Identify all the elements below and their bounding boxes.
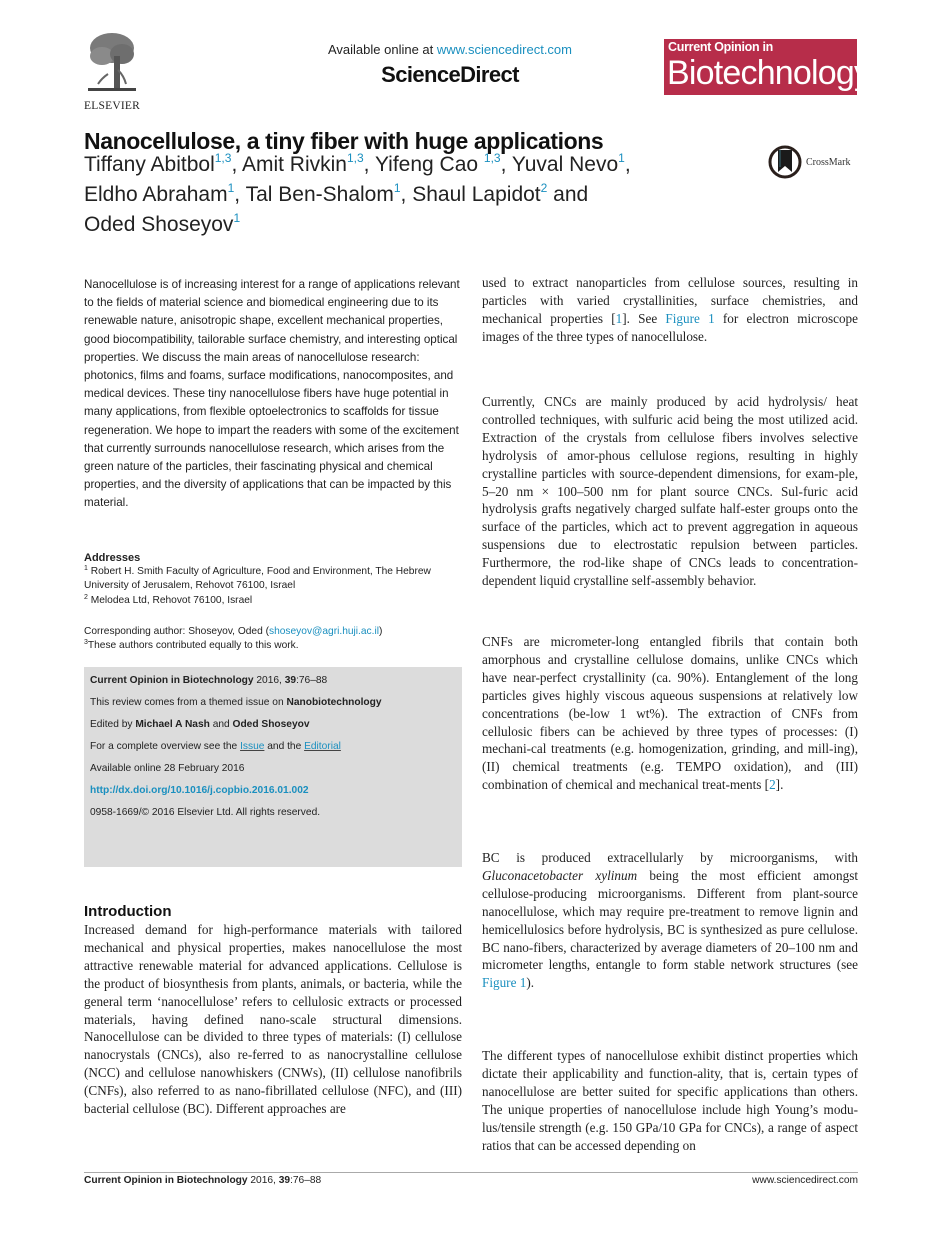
available-online-date: Available online 28 February 2016 bbox=[90, 763, 245, 774]
editorial-link[interactable]: Editorial bbox=[304, 741, 341, 752]
body-paragraph: CNFs are micrometer-long entangled fibrils that contain both amorphous and crystalline cellulose domains, unlike CNCs which have near-perfect crystallinity (ca. 90%). Entanglement of the long particles gives highly viscous aqueous suspensions at relatively low concentrations (be-low 1 wt%). The extraction of CNFs from cellulosic fibers can be achieved by three types of processes: (I) mechani-cal treatments (e.g. homogenization, grinding, and mill-ing), (II) chemical treatments (e.g. TEMPO oxidation), and (III) combination of chemical and mechanical treat-ments [2]. bbox=[482, 634, 858, 793]
elsevier-wordmark: ELSEVIER bbox=[84, 100, 140, 112]
abstract: Nanocellulose is of increasing interest for a range of applications relevant to the fields of material science and biomedical engineering due to its renewable nature, anisotropic shape, excellent mechanical properties, good biocompatibility, tailorable surface chemistry, and interesting optical properties. We discuss the main areas of nanocellulose research: photonics, films and foams, surface modifications, nanocomposites, and medical devices. These tiny nanocellulose fibers have huge potential in many applications, from flexible optoelectronics to scaffolds for tissue regeneration. We hope to impart the readers with some of the excitement that currently surrounds nanocellulose research, which arises from the green nature of the particles, their fascinating physical and chemical properties, and the diversity of applications that can be impacted by this material. bbox=[84, 278, 460, 510]
overview-line: For a complete overview see the Issue and the Editorial bbox=[90, 741, 341, 752]
author[interactable]: Tal Ben-Shalom$^1$ bbox=[245, 181, 401, 206]
corresponding-author: Corresponding author: Shoseyov, Oded (shoseyov@agri.huji.ac.il) bbox=[84, 626, 383, 637]
reference-link[interactable]: 2 bbox=[769, 777, 776, 793]
crossmark-label: CrossMark bbox=[806, 156, 851, 168]
author-email-link[interactable]: shoseyov@agri.huji.ac.il bbox=[269, 626, 380, 637]
addresses-heading: Addresses bbox=[84, 552, 141, 564]
issue-link[interactable]: Issue bbox=[240, 741, 265, 752]
author[interactable]: Oded Shoseyov$^1$ bbox=[84, 211, 241, 236]
available-online-line bbox=[240, 42, 660, 57]
footer-citation: Current Opinion in Biotechnology 2016, 39:76–88 bbox=[84, 1175, 322, 1186]
author-affiliation[interactable]: 1 bbox=[618, 151, 625, 165]
author[interactable]: Tiffany Abitbol$^{1,3}$ bbox=[84, 151, 232, 176]
author[interactable]: Shaul Lapidot$^2$ bbox=[412, 181, 548, 206]
author-affiliation[interactable]: 1,3 bbox=[483, 151, 501, 165]
journal-badge-small: Current Opinion in bbox=[668, 40, 774, 54]
correspondence bbox=[84, 625, 464, 653]
reference-link[interactable]: 1 bbox=[615, 310, 623, 326]
introduction-heading: Introduction bbox=[84, 903, 172, 920]
address-item: $^2$ Melodea Ltd, Rehovot 76100, Israel bbox=[84, 593, 253, 606]
body-paragraph: BC is produced extracellularly by microorganisms, with Gluconacetobacter xylinum being the most efficient amongst cellulose-producing microorganisms. Different from plant-source nanocellulose, which may require pre-treatment to remove lignin and hemicellulosics before hydrolysis, BC is synthesized as pure cellulose. BC nano-fibers, characterized by average diameters of 20–100 nm and micrometer lengths, entangle to form stable network structures (see Figure 1). bbox=[482, 850, 858, 991]
article-title: Nanocellulose, a tiny fiber with huge applications bbox=[84, 128, 604, 154]
doi-link[interactable]: http://dx.doi.org/10.1016/j.copbio.2016.01.002 bbox=[90, 785, 309, 796]
crossmark-icon bbox=[768, 145, 802, 179]
editors-line: Edited by Michael A Nash and Oded Shoseyov bbox=[90, 719, 310, 730]
figure-link[interactable]: Figure 1 bbox=[665, 310, 715, 326]
author[interactable]: Amit Rivkin$^{1,3}$ bbox=[241, 151, 364, 176]
crossmark-badge[interactable] bbox=[768, 145, 850, 179]
available-online-label: Available online at bbox=[327, 42, 437, 57]
introduction-paragraph: Increased demand for high-performance materials with tailored mechanical and physical properties, makes nanocellulose the most attractive renewable material for advanced applications. Cellulose is the product of biosynthesis from plants, animals, or bacteria, while the general term ‘nanocellulose’ refers to cellulosic extracts or processed materials, having defined nano-scale structural dimensions. Nanocellulose can be divided to three types of materials: (I) cellulose nanocrystals (CNCs), also re-ferred to as nanocrystalline cellulose (NCC) and cellulose nanowhiskers (CNWs), (II) cellulose nanofibrils (CNFs), also referred to as nano-fibrillated cellulose (NFC), and (III) bacterial cellulose (BC). Different approaches are bbox=[84, 922, 462, 1117]
article-info-box bbox=[84, 667, 462, 867]
themed-issue-line: This review comes from a themed issue on Nanobiotechnology bbox=[90, 697, 382, 708]
author-affiliation[interactable]: 1,3 bbox=[346, 151, 364, 165]
elsevier-logo[interactable] bbox=[84, 20, 140, 120]
figure-link[interactable]: Figure 1 bbox=[482, 975, 527, 991]
equal-contribution-note: $^3$These authors contributed equally to this work. bbox=[84, 639, 299, 652]
journal-badge[interactable] bbox=[664, 39, 871, 95]
author[interactable]: Yuval Nevo$^1$ bbox=[511, 151, 625, 176]
author[interactable]: Eldho Abraham$^1$ bbox=[84, 181, 235, 206]
citation-line: Current Opinion in Biotechnology 2016, 39:76–88 bbox=[90, 675, 328, 686]
author-affiliation[interactable]: 1,3 bbox=[214, 151, 232, 165]
author[interactable]: Yifeng Cao $^{1,3}$ bbox=[374, 151, 501, 176]
body-paragraph: used to extract nanoparticles from cellulose sources, resulting in particles with varied crystallinities, surface chemistries, and mechanical properties [1]. See Figure 1 for electron microscope images of the three types of nanocellulose. bbox=[482, 275, 858, 344]
species-name: Gluconacetobacter xylinum bbox=[482, 867, 638, 883]
elsevier-tree-icon bbox=[88, 30, 136, 94]
address-item: $^1$ Robert H. Smith Faculty of Agriculture, Food and Environment, The Hebrew University of Jerusalem, Rehovot 76100, Israel bbox=[84, 565, 431, 592]
journal-badge-big: Biotechnology bbox=[667, 54, 871, 92]
author-affiliation[interactable]: 1 bbox=[233, 211, 241, 225]
sciencedirect-link[interactable]: www.sciencedirect.com bbox=[436, 42, 572, 57]
author-list: Tiffany Abitbol$^{1,3}$, Amit Rivkin$^{1,3}$, Yifeng Cao $^{1,3}$, Yuval Nevo$^1$, Eldho Abraham$^1$, Tal Ben-Shalom$^1$, Shaul Lapidot$^2$ and Oded Shoseyov$^1$ bbox=[84, 151, 631, 236]
author-affiliation[interactable]: 2 bbox=[540, 181, 548, 195]
footer-site-link[interactable]: www.sciencedirect.com bbox=[752, 1175, 858, 1186]
sciencedirect-logo[interactable]: ScienceDirect bbox=[381, 62, 519, 87]
copyright-line: 0958-1669/© 2016 Elsevier Ltd. All rights reserved. bbox=[90, 807, 321, 818]
body-paragraph: The different types of nanocellulose exhibit distinct properties which dictate their applicability and function-ality, that is, certain types of nanocellulose are better suited for specific applications than others. The unique properties of nanocellulose include high Young’s modu-lus/tensile strength (e.g. 150 GPa/10 GPa for CNCs), a range of aspect ratios that can be accessed depending on bbox=[482, 1048, 858, 1153]
author-affiliation[interactable]: 1 bbox=[227, 181, 235, 195]
footer-divider bbox=[84, 1172, 858, 1173]
author-affiliation[interactable]: 1 bbox=[393, 181, 401, 195]
body-paragraph: Currently, CNCs are mainly produced by acid hydrolysis/ heat controlled techniques, with sulfuric acid being the most utilized acid. Extraction of the crystals from cellulose fibers involves selective hydrolysis of amor-phous cellulose regions, resulting in highly crystalline particles with source-dependent dimensions, for exam-ple, 5–20 nm × 100–500 nm for plant source CNCs. Sul-furic acid hydrolysis grafts negatively charged sulfate half-ester groups onto the surface of the particles, which act to prevent aggregation in aqueous suspensions due to electrostatic repulsion between particles. Furthermore, the rod-like shape of CNCs leads to concentration-dependent liquid crystalline self-assembly behavior. bbox=[482, 394, 858, 589]
addresses bbox=[84, 551, 464, 608]
